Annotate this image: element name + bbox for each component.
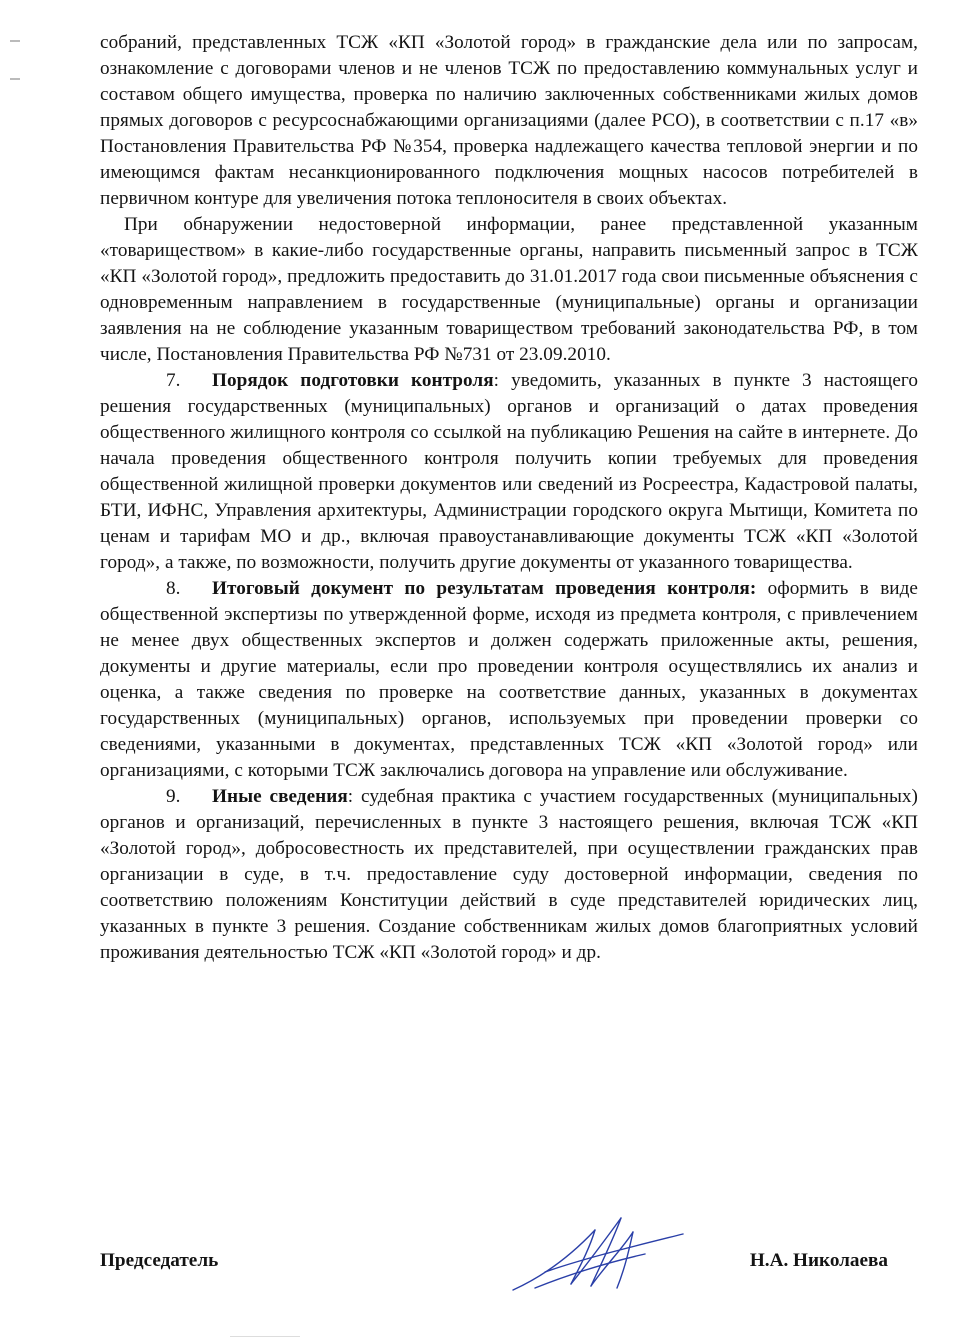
item-8-heading: Итоговый документ по результатам проведения контроля:	[212, 578, 757, 599]
signature-ink	[513, 1218, 683, 1290]
document-body	[100, 30, 918, 966]
item-8-number: 8.	[166, 578, 181, 599]
item-7-heading: Порядок подготовки контроля	[212, 370, 494, 391]
page-edge-mark	[230, 1336, 300, 1337]
item-7	[100, 368, 918, 576]
item-7-text: : уведомить, указанных в пункте 3 настоящего решения государственных (муниципальных) органов и организаций о датах проведения общественного жилищного контроля со ссылкой на публикацию Решения на сайте в интернете. До начала проведения общественного контроля получить копии требуемых для проведения общественной жилищной проверки документов или сведений из Росреестра, Кадастровой палаты, БТИ, ИФНС, Управления архитектуры, Администрации городского округа Мытищи, Комитета по ценам и тарифам МО и др., включая правоустанавливающие документы ТСЖ «КП «Золотой город», а также, по возможности, получить другие документы от указанного товарищества.	[100, 370, 918, 573]
item-7-number: 7.	[166, 370, 181, 391]
paragraph-detection: При обнаружении недостоверной информации, ранее представленной указанным «товариществом» в какие-либо государственные органы, направить письменный запрос в ТСЖ «КП «Золотой город», предложить предоставить до 31.01.2017 года свои письменные объяснения с одновременным направлением в государственные (муниципальные) органы и организации заявления на не соблюдение указанным товариществом требований законодательства РФ, в том числе, Постановления Правительства РФ №731 от 23.09.2010.	[100, 214, 918, 365]
item-9-text: : судебная практика с участием государственных (муниципальных) органов и организаций, перечисленных в пункте 3 настоящего решения, включая ТСЖ «КП «Золотой город», добросовестность их представителей, при осуществлении гражданских прав организации в суде, в т.ч. предоставление суду достоверной информации, сведения по соответствию положениям Конституции действий в суде представителей юридических лиц, указанных в пункте 3 решения. Создание собственникам жилых домов благоприятных условий проживания деятельностью ТСЖ «КП «Золотой город» и др.	[100, 786, 918, 963]
signer-name: Н.А. Николаева	[749, 1250, 888, 1271]
signer-role: Председатель	[100, 1250, 219, 1271]
item-9-number: 9.	[166, 786, 181, 807]
binding-mark	[10, 40, 20, 42]
item-8	[100, 576, 918, 784]
signature-block	[100, 1250, 888, 1280]
paragraph-intro: собраний, представленных ТСЖ «КП «Золотой город» в гражданские дела или по запросам, ознакомление с договорами членов и не членов ТСЖ по предоставлению коммунальных услуг и составом общего имущества, проверка по наличию заключенных собственниками жилых домов прямых договоров с ресурсоснабжающими организациями (далее РСО), в соответствии с п.17 «в» Постановления Правительства РФ №354, проверка надлежащего качества тепловой энергии и по имеющимся фактам несанкционированного подключения мощных насосов потребителей в первичном контуре для увеличения потока теплоносителя в своих объектах.	[100, 32, 918, 209]
item-9-heading: Иные сведения	[212, 786, 348, 807]
binding-mark	[10, 78, 20, 80]
handwritten-signature	[505, 1210, 690, 1295]
item-9	[100, 784, 918, 966]
item-8-text: оформить в виде общественной экспертизы по утвержденной форме, исходя из предмета контроля, с привлечением не менее двух общественных экспертов и должен содержать приложенные акты, решения, документы и другие материалы, если про проведении контроля осуществлялись их анализ и оценка, а также сведения по проверке на соответствие данных, указанных в документах государственных (муниципальных) органов, используемых при проведении проверки со сведениями, указанными в документах, представленных ТСЖ «КП «Золотой город» или организациями, с которыми ТСЖ заключались договора на управление или обслуживание.	[100, 578, 918, 781]
